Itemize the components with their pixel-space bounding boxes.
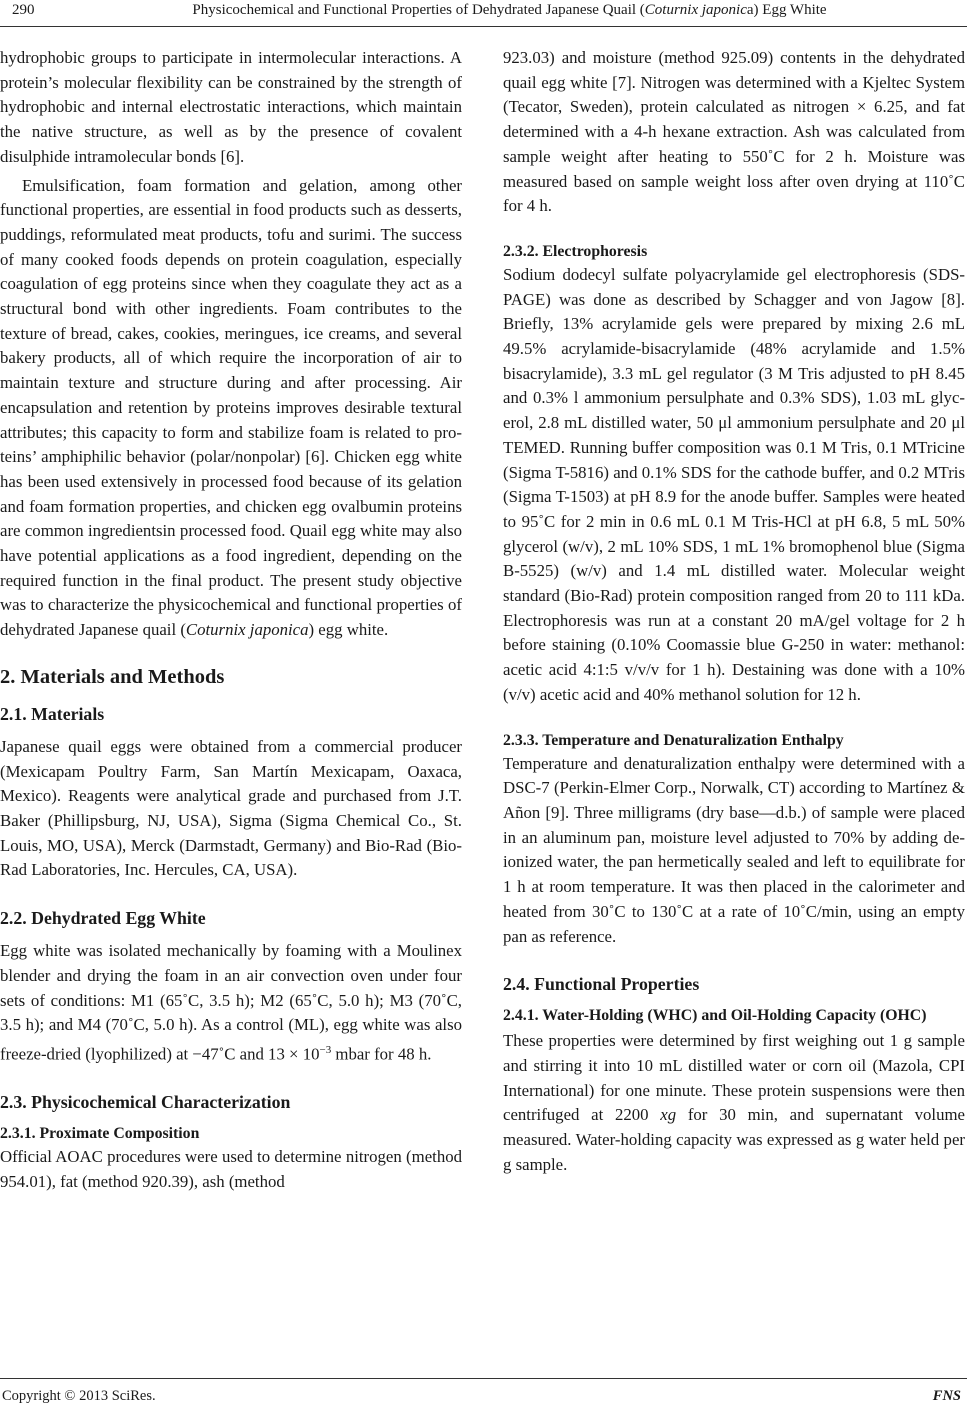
header-rule [0, 26, 967, 27]
section-heading-proximate: 2.3.1. Proximate Composition [0, 1125, 200, 1143]
intro-paragraph-2-end: ) egg white. [308, 620, 389, 640]
section-heading-materials: 2.1. Materials [0, 703, 105, 724]
right-column [503, 46, 965, 1177]
whc-paragraph-text: These properties were determined by first weighing out 1 g sample and stirring it into 10 mL distilled water or corn oil (Mazola, CPI International) for one minute. These protein suspensions were then centrifuged at 2200 [503, 1031, 965, 1125]
xg-unit: xg [660, 1105, 677, 1125]
footer-rule [0, 1378, 967, 1379]
running-title-main: Physicochemical and Functional Properties of Dehydrated Japanese Quail ( [192, 2, 645, 18]
dehydrated-paragraph [0, 939, 462, 1067]
proximate-paragraph: Official AOAC procedures were used to determine nitrogen (method 954.01), fat (method 920.39), ash (method [0, 1147, 462, 1191]
intro-paragraph-2 [0, 174, 462, 643]
proximate-paragraph-continued: 923.03) and moisture (method 925.09) contents in the dehydrated quail egg white [7]. Nitrogen was determined with a Kjeltec System (Tecator, Sweden), protein calculated as nitrogen × 6.25, and fat determined with a 4-h hexane extraction. Ash was calculated from sample weight after heating to 550˚C for 2 h. Moisture was measured based on sample weight loss after oven drying at 110˚C for 4 h. [503, 48, 965, 216]
copyright-notice: Copyright © 2013 SciRes. [2, 1388, 156, 1404]
temperature-paragraph: Temperature and denaturalization enthalpy were determined with a DSC-7 (Perkin-Elmer Corp., Norwalk, CT) according to Martínez & Añon [9]. Three milligrams (dry base—d.b.) of sample were placed in an aluminum pan, moisture level adjusted to 70% by adding de-ionized water, the pan hermetically sealed and left to equilibrate for 1 h at room temperature. It was then placed in the calorimeter and heated from 30˚C to 130˚C at a rate of 10˚C/min, using an empty pan as reference. [503, 753, 965, 946]
running-title-species: Coturnix japonic [644, 2, 747, 18]
species-name: Coturnix japonica [185, 620, 309, 640]
electrophoresis-paragraph: Sodium dodecyl sulfate polyacrylamide gel electrophoresis (SDS-PAGE) was done as described by Schagger and von Jagow [8]. Briefly, 13% acrylamide gels were prepared by mixing 2.6 mL 49.5% acrylamide-bisacrylamide (48% acrylamide and 1.5% bisacrylamide), 3.3 mL gel regulator (3 M Tris adjusted to pH 8.45 and 0.3% l ammonium persulphate and 0.3% SDS), 1.03 mL glycerol, 2.8 mL distilled water, 50 μl ammonium persulphate and 20 μl TEMED. Running buffer composition was 0.1 M Tris, 0.1 MTricine (Sigma T-5816) and 0.1% SDS for the cathode buffer, and 0.2 MTris (Sigma T-1503) at pH 8.9 for the anode buffer. Samples were heated to 95˚C for 2 min in 0.6 mL 0.1 M Tris-HCl at pH 6.8, 5 mL 50% glycerol (w/v), 2 mL 10% SDS, 1 mL 1% bromophenol blue (Sigma B-5525) (w/v) and 1.4 mL distilled water. Molecular weight standard (Bio-Rad) protein composition ranged from 20 to 111 kDa. Electrophoresis was run at a constant 20 mA/gel voltage for 2 h before staining (0.10% Coomassie blue G-250 in water: methanol: acetic acid 4:1:5 v/v/v for 1 h). Destaining was done with a 10% (v/v) acetic acid and 40% methanol solution for 12 h. [503, 264, 965, 704]
page-number: 290 [12, 2, 35, 18]
page-header [0, 0, 967, 26]
left-column [0, 46, 462, 1195]
dehydrated-paragraph-text: Egg white was isolated mechanically by foaming with a Moulinex blender and drying the foam in an air convection oven under four sets of conditions: M1 (65˚C, 3.5 h); M2 (65˚C, 5.0 h); M3 (70˚C, 3.5 h); and M4 (70˚C, 5.0 h). As a control (ML), egg white was also freeze-dried (lyophilized) at −47˚C and 13 × 10 [0, 941, 462, 1064]
whc-paragraph [503, 1029, 965, 1177]
intro-paragraph-1: hydrophobic groups to participate in intermolecular interactions. A protein’s molecular flexibility can be constrained by the strength of hydrophobic and internal electrostatic interactions, which maintain the native structure, as well as by the presence of covalent disulphide intramolecular bonds [6]. [0, 48, 462, 166]
exponent: −3 [319, 1043, 332, 1056]
intro-paragraph-2-text: Emulsification, foam formation and gelation, among other functional properties, are essential in food products such as desserts, puddings, reformulated meat products, tofu and surimi. The success of many cooked foods depends on protein coagulation, especially coagulation of egg proteins since when they coagulate they act as a structural bond with other ingredients. Foam contributes to the texture of bread, cakes, cookies, meringues, ice creams, and several bakery products, all of which require the incorporation of air to maintain texture and structure during and after processing. Air encapsulation and retention by proteins improves desirable textural attributes; this capacity to form and stabilize foam is related to proteins’ amphiphilic behavior (polar/nonpolar) [6]. Chicken egg white has been used extensively in processed food because of its gelation and foam formation properties, and chicken egg ovalbumin proteins are common ingredientsin processed food. Quail egg white may also have potential applications as a food ingredient, depending on the required function in the final product. The present study objective was to characterize the physicochemical and functional properties of dehydrated Japanese quail ( [0, 175, 462, 640]
section-heading-materials-methods: 2. Materials and Methods [0, 665, 225, 688]
running-title [64, 2, 955, 19]
dehydrated-paragraph-end: mbar for 48 h. [331, 1044, 432, 1064]
page-footer [0, 1378, 967, 1408]
section-heading-functional-properties: 2.4. Functional Properties [503, 974, 700, 995]
whc-paragraph-end: for 30 min, and supernatant volume measured. Water-holding capacity was expressed as g water held per g sample. [503, 1105, 965, 1174]
section-heading-electrophoresis: 2.3.2. Electrophoresis [503, 242, 648, 260]
journal-abbreviation: FNS [932, 1388, 961, 1404]
section-heading-physicochemical: 2.3. Physicochemical Characterization [0, 1092, 291, 1113]
running-title-tail: a) Egg White [746, 2, 827, 18]
section-heading-temperature-enthalpy: 2.3.3. Temperature and Denaturalization Enthalpy [503, 731, 844, 749]
materials-paragraph: Japanese quail eggs were obtained from a commercial producer (Mexicapam Poultry Farm, San Martín Mexicapam, Oaxaca, Mexico). Reagents were analytical grade and purchased from J.T. Baker (Phillipsburg, NJ, USA), Sigma (Sigma Chemical Co., St. Louis, MO, USA), Merck (Darmstadt, Germany) and Bio-Rad (Bio-Rad Laboratories, Inc. Hercules, CA, USA). [0, 736, 462, 880]
section-heading-dehydrated-egg-white: 2.2. Dehydrated Egg White [0, 908, 206, 929]
section-heading-whc-ohc: 2.4.1. Water-Holding (WHC) and Oil-Holding Capacity (OHC) [503, 1007, 927, 1025]
